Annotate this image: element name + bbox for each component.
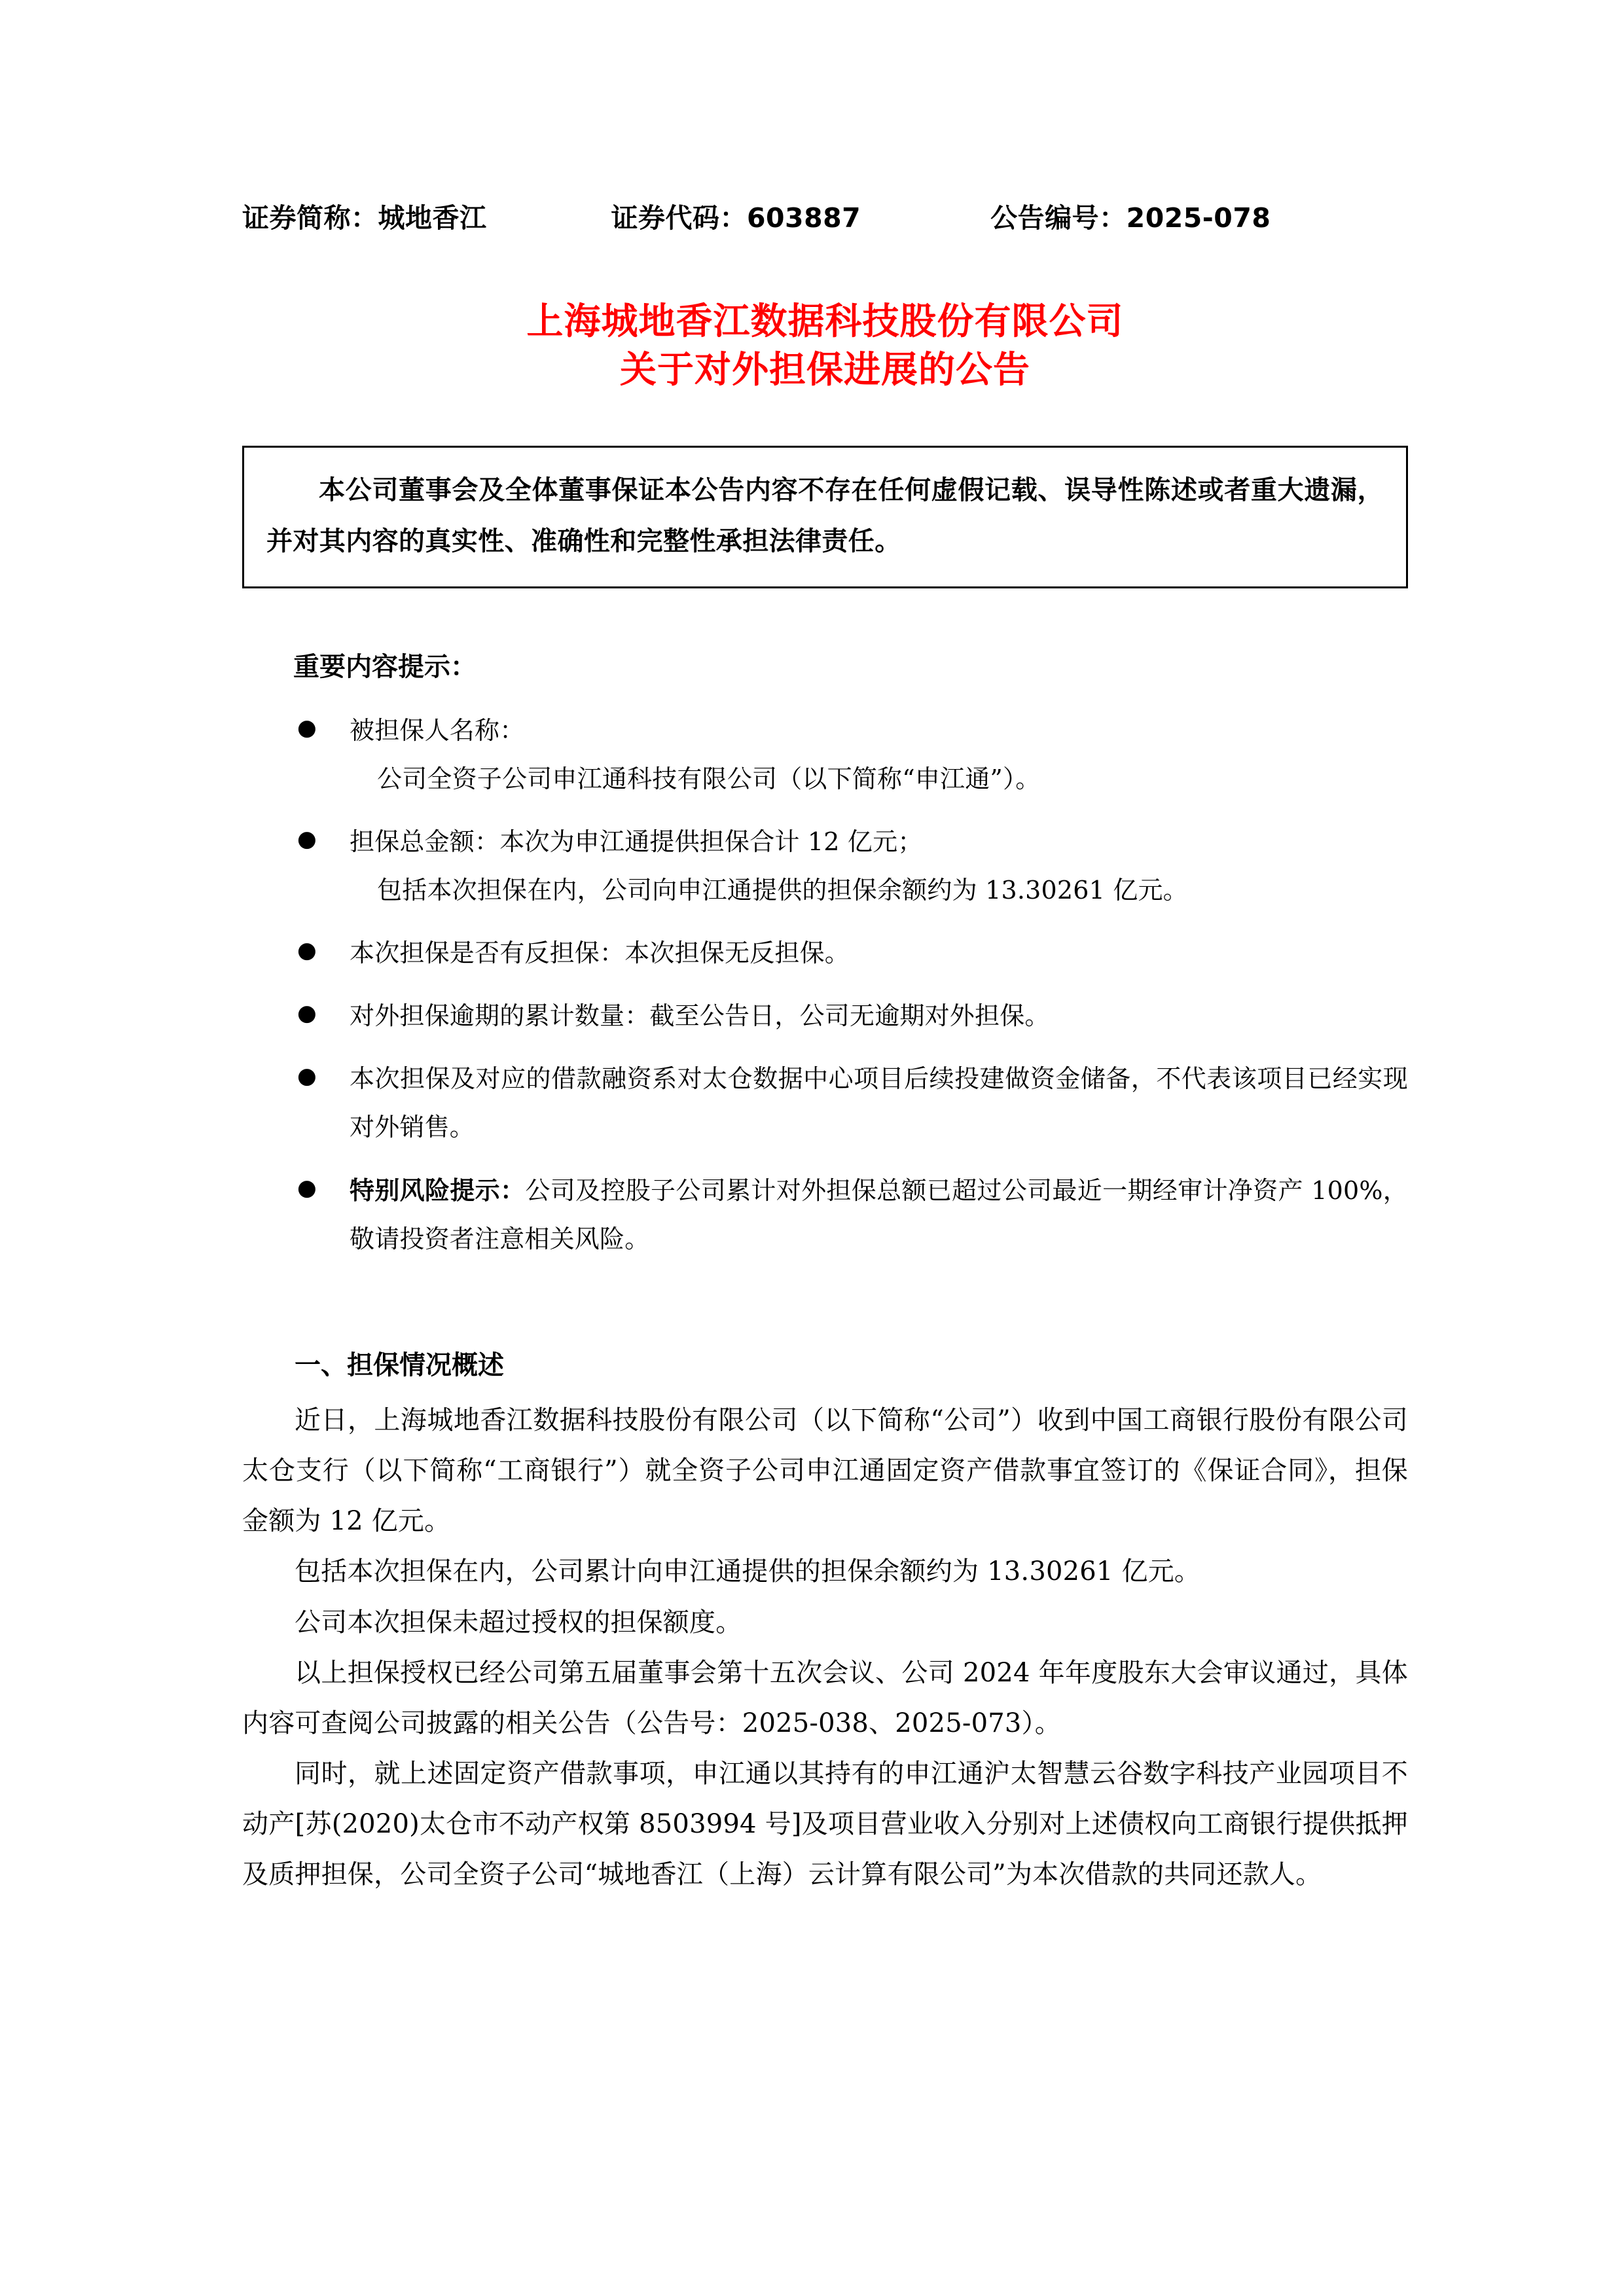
list-item bbox=[293, 817, 1408, 914]
disclaimer-box bbox=[242, 446, 1408, 588]
document-header bbox=[242, 196, 1408, 235]
section-one-heading: 一、担保情况概述 bbox=[295, 1350, 504, 1380]
list-item bbox=[293, 929, 1408, 977]
list-item-text bbox=[350, 992, 1408, 1040]
section-one bbox=[242, 1342, 1408, 1901]
list-item bbox=[293, 1166, 1408, 1263]
list-item-main: 公司及控股子公司累计对外担保总额已超过公司最近一期经审计净资产 100%，敬请投资者注意相关风险。 bbox=[350, 1175, 1408, 1253]
security-code: 证券代码：603887 bbox=[611, 202, 861, 234]
list-item-main: 本次担保是否有反担保：本次担保无反担保。 bbox=[350, 939, 850, 968]
title-line-subject: 关于对外担保进展的公告 bbox=[620, 348, 1030, 391]
announcement-number: 公告编号：2025-078 bbox=[990, 202, 1271, 234]
title-line-company: 上海城地香江数据科技股份有限公司 bbox=[526, 300, 1124, 343]
list-item-lead: 特别风险提示： bbox=[350, 1175, 526, 1205]
list-item-sub: 公司全资子公司申江通科技有限公司（以下简称“申江通”）。 bbox=[377, 764, 1041, 793]
list-item-sub: 包括本次担保在内，公司向申江通提供的担保余额约为 13.30261 亿元。 bbox=[377, 876, 1188, 905]
list-item-main: 担保总金额：本次为申江通提供担保合计 12 亿元； bbox=[350, 827, 923, 856]
bullet-dot-icon: ● bbox=[297, 1063, 317, 1090]
key-points-heading: 重要内容提示： bbox=[293, 651, 477, 682]
bullet-dot-icon: ● bbox=[297, 714, 317, 741]
key-points-section bbox=[242, 645, 1408, 1263]
list-item-text bbox=[350, 929, 1408, 977]
list-item-main: 对外担保逾期的累计数量：截至公告日，公司无逾期对外担保。 bbox=[350, 1001, 1050, 1031]
page-title bbox=[242, 298, 1408, 395]
body-paragraph: 包括本次担保在内，公司累计向申江通提供的担保余额约为 13.30261 亿元。 bbox=[295, 1556, 1201, 1587]
list-item-text bbox=[350, 817, 1408, 866]
list-item-main: 本次担保及对应的借款融资系对太仓数据中心项目后续投建做资金储备，不代表该项目已经实现对外销售。 bbox=[350, 1064, 1408, 1142]
security-abbreviation: 证券简称：城地香江 bbox=[242, 202, 487, 234]
bullet-dot-icon: ● bbox=[297, 1174, 317, 1201]
list-item bbox=[293, 1054, 1408, 1151]
body-paragraph: 以上担保授权已经公司第五届董事会第十五次会议、公司 2024 年年度股东大会审议通过，具体内容可查阅公司披露的相关公告（公告号：2025-038、2025-073）。 bbox=[242, 1657, 1408, 1738]
list-item-text bbox=[350, 706, 1408, 755]
list-item bbox=[293, 706, 1408, 803]
bullet-dot-icon: ● bbox=[297, 1000, 317, 1027]
section-one-body bbox=[242, 1395, 1408, 1901]
disclaimer-text: 本公司董事会及全体董事保证本公告内容不存在任何虚假记载、误导性陈述或者重大遗漏，并对其内容的真实性、准确性和完整性承担法律责任。 bbox=[266, 475, 1384, 556]
key-points-list bbox=[293, 706, 1408, 1263]
list-item-text bbox=[350, 1054, 1408, 1151]
bullet-dot-icon: ● bbox=[297, 826, 317, 852]
list-item bbox=[293, 992, 1408, 1040]
body-paragraph: 公司本次担保未超过授权的担保额度。 bbox=[295, 1607, 742, 1638]
bullet-dot-icon: ● bbox=[297, 937, 317, 964]
body-paragraph: 同时，就上述固定资产借款事项，申江通以其持有的申江通沪太智慧云谷数字科技产业园项目不动产[苏(2020)太仓市不动产权第 8503994 号]及项目营业收入分别对上述债权向工商银行提供抵押及质押担保，公司全资子公司“城地香江（上海）云计算有限公司”为本次借款的共同还款人。 bbox=[242, 1759, 1408, 1890]
list-item-main: 被担保人名称： bbox=[350, 715, 525, 745]
list-item-text bbox=[350, 1166, 1408, 1263]
body-paragraph: 近日，上海城地香江数据科技股份有限公司（以下简称“公司”）收到中国工商银行股份有限公司太仓支行（以下简称“工商银行”）就全资子公司申江通固定资产借款事宜签订的《保证合同》，担保金额为 12 亿元。 bbox=[242, 1405, 1408, 1537]
